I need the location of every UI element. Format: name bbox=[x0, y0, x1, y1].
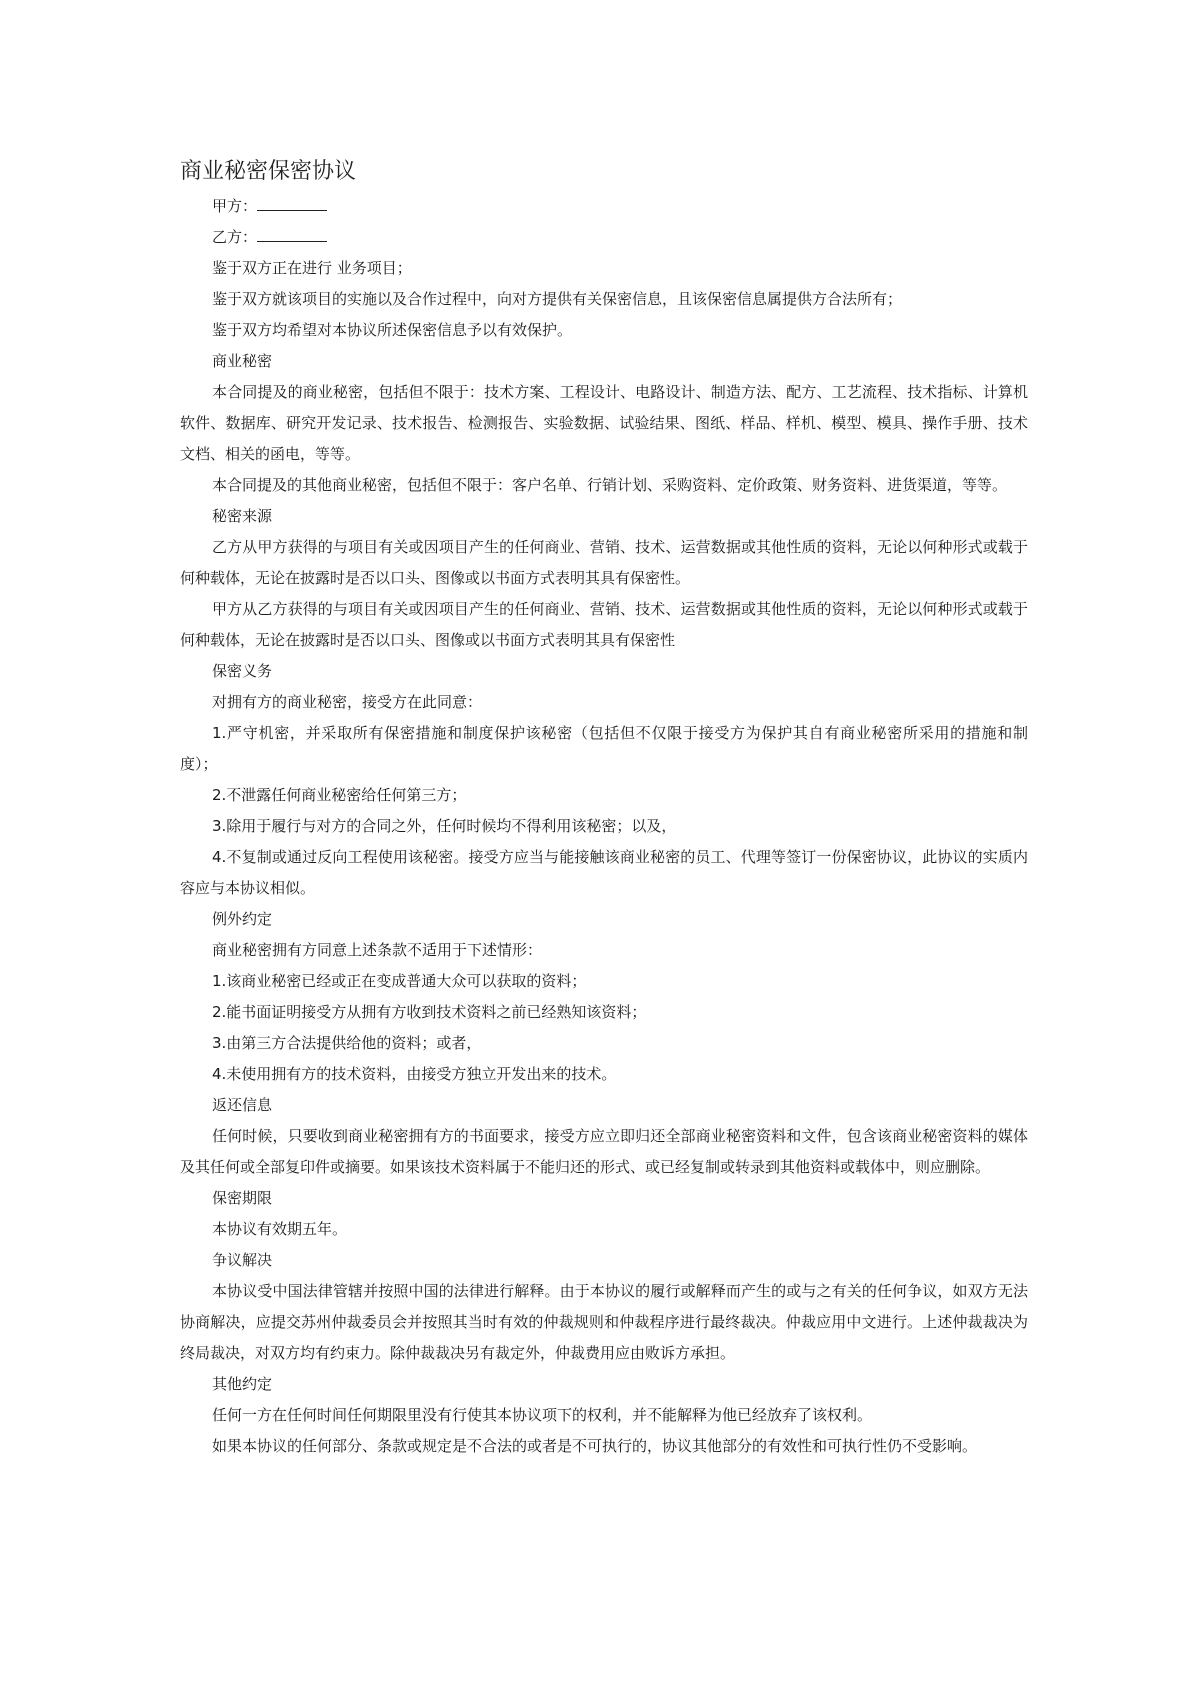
list-item: 1.严守机密，并采取所有保密措施和制度保护该秘密（包括但不仅限于接受方为保护其自有商业秘密所采用的措施和制度）； bbox=[180, 724, 1028, 773]
body-paragraph: 本协议受中国法律管辖并按照中国的法律进行解释。由于本协议的履行或解释而产生的或与之有关的任何争议，如双方无法协商解决，应提交苏州仲裁委员会并按照其当时有效的仲裁规则和仲裁程序进行最终裁决。仲裁应用中文进行。上述仲裁裁决为终局裁决，对双方均有约束力。除仲裁裁决另有裁定外，仲裁费用应由败诉方承担。 bbox=[180, 1282, 1028, 1362]
list-item: 3.由第三方合法提供给他的资料；或者， bbox=[212, 1034, 482, 1052]
section-heading-return: 返还信息 bbox=[212, 1096, 273, 1114]
party-b-line bbox=[180, 222, 1028, 253]
body-paragraph: 如果本协议的任何部分、条款或规定是不合法的或者是不可执行的，协议其他部分的有效性和可执行性仍不受影响。 bbox=[212, 1437, 978, 1455]
list-item: 4.未使用拥有方的技术资料，由接受方独立开发出来的技术。 bbox=[212, 1065, 617, 1083]
body-paragraph: 任何时候，只要收到商业秘密拥有方的书面要求，接受方应立即归还全部商业秘密资料和文件，包含该商业秘密资料的媒体及其任何或全部复印件或摘要。如果该技术资料属于不能归还的形式、或已经复制或转录到其他资料或载体中，则应删除。 bbox=[180, 1127, 1028, 1176]
list-item: 4.不复制或通过反向工程使用该秘密。接受方应当与能接触该商业秘密的员工、代理等签订一份保密协议，此协议的实质内容应与本协议相似。 bbox=[180, 848, 1028, 897]
section-heading-trade-secret: 商业秘密 bbox=[212, 352, 273, 370]
section-heading-term: 保密期限 bbox=[212, 1189, 273, 1207]
section-heading-source: 秘密来源 bbox=[212, 507, 273, 525]
party-a-line bbox=[180, 191, 1028, 222]
recital-paragraph: 鉴于双方就该项目的实施以及合作过程中，向对方提供有关保密信息，且该保密信息属提供方合法所有； bbox=[212, 290, 903, 308]
body-paragraph: 本合同提及的其他商业秘密，包括但不限于：客户名单、行销计划、采购资料、定价政策、财务资料、进货渠道，等等。 bbox=[212, 476, 1008, 494]
party-a-blank bbox=[257, 196, 327, 211]
body-paragraph: 商业秘密拥有方同意上述条款不适用于下述情形： bbox=[212, 941, 543, 959]
recital-paragraph: 鉴于双方正在进行 业务项目； bbox=[212, 259, 412, 277]
body-paragraph: 乙方从甲方获得的与项目有关或因项目产生的任何商业、营销、技术、运营数据或其他性质的资料，无论以何种形式或载于何种载体，无论在披露时是否以口头、图像或以书面方式表明其具有保密性。 bbox=[180, 538, 1028, 587]
document-title: 商业秘密保密协议 bbox=[180, 159, 357, 184]
body-paragraph: 任何一方在任何时间任何期限里没有行使其本协议项下的权利，并不能解释为他已经放弃了该权利。 bbox=[212, 1406, 873, 1424]
body-paragraph: 本合同提及的商业秘密，包括但不限于：技术方案、工程设计、电路设计、制造方法、配方、工艺流程、技术指标、计算机软件、数据库、研究开发记录、技术报告、检测报告、实验数据、试验结果、图纸、样品、样机、模型、模具、操作手册、技术文档、相关的函电，等等。 bbox=[180, 383, 1028, 463]
party-b-label: 乙方： bbox=[212, 228, 258, 246]
list-item: 3.除用于履行与对方的合同之外，任何时候均不得利用该秘密；以及， bbox=[212, 817, 677, 835]
section-heading-exceptions: 例外约定 bbox=[212, 910, 273, 928]
party-b-blank bbox=[257, 227, 327, 242]
party-a-label: 甲方： bbox=[212, 197, 258, 215]
recital-paragraph: 鉴于双方均希望对本协议所述保密信息予以有效保护。 bbox=[212, 321, 573, 339]
list-item: 2.能书面证明接受方从拥有方收到技术资料之前已经熟知该资料； bbox=[212, 1003, 647, 1021]
section-heading-other: 其他约定 bbox=[212, 1375, 273, 1393]
section-heading-obligation: 保密义务 bbox=[212, 662, 273, 680]
document-page bbox=[180, 157, 1028, 1462]
body-paragraph: 对拥有方的商业秘密，接受方在此同意： bbox=[212, 693, 483, 711]
section-heading-dispute: 争议解决 bbox=[212, 1251, 273, 1269]
list-item: 2.不泄露任何商业秘密给任何第三方； bbox=[212, 786, 467, 804]
list-item: 1.该商业秘密已经或正在变成普通大众可以获取的资料； bbox=[212, 972, 587, 990]
body-paragraph: 本协议有效期五年。 bbox=[212, 1220, 348, 1238]
body-paragraph: 甲方从乙方获得的与项目有关或因项目产生的任何商业、营销、技术、运营数据或其他性质的资料，无论以何种形式或载于何种载体，无论在披露时是否以口头、图像或以书面方式表明其具有保密性 bbox=[180, 600, 1028, 649]
